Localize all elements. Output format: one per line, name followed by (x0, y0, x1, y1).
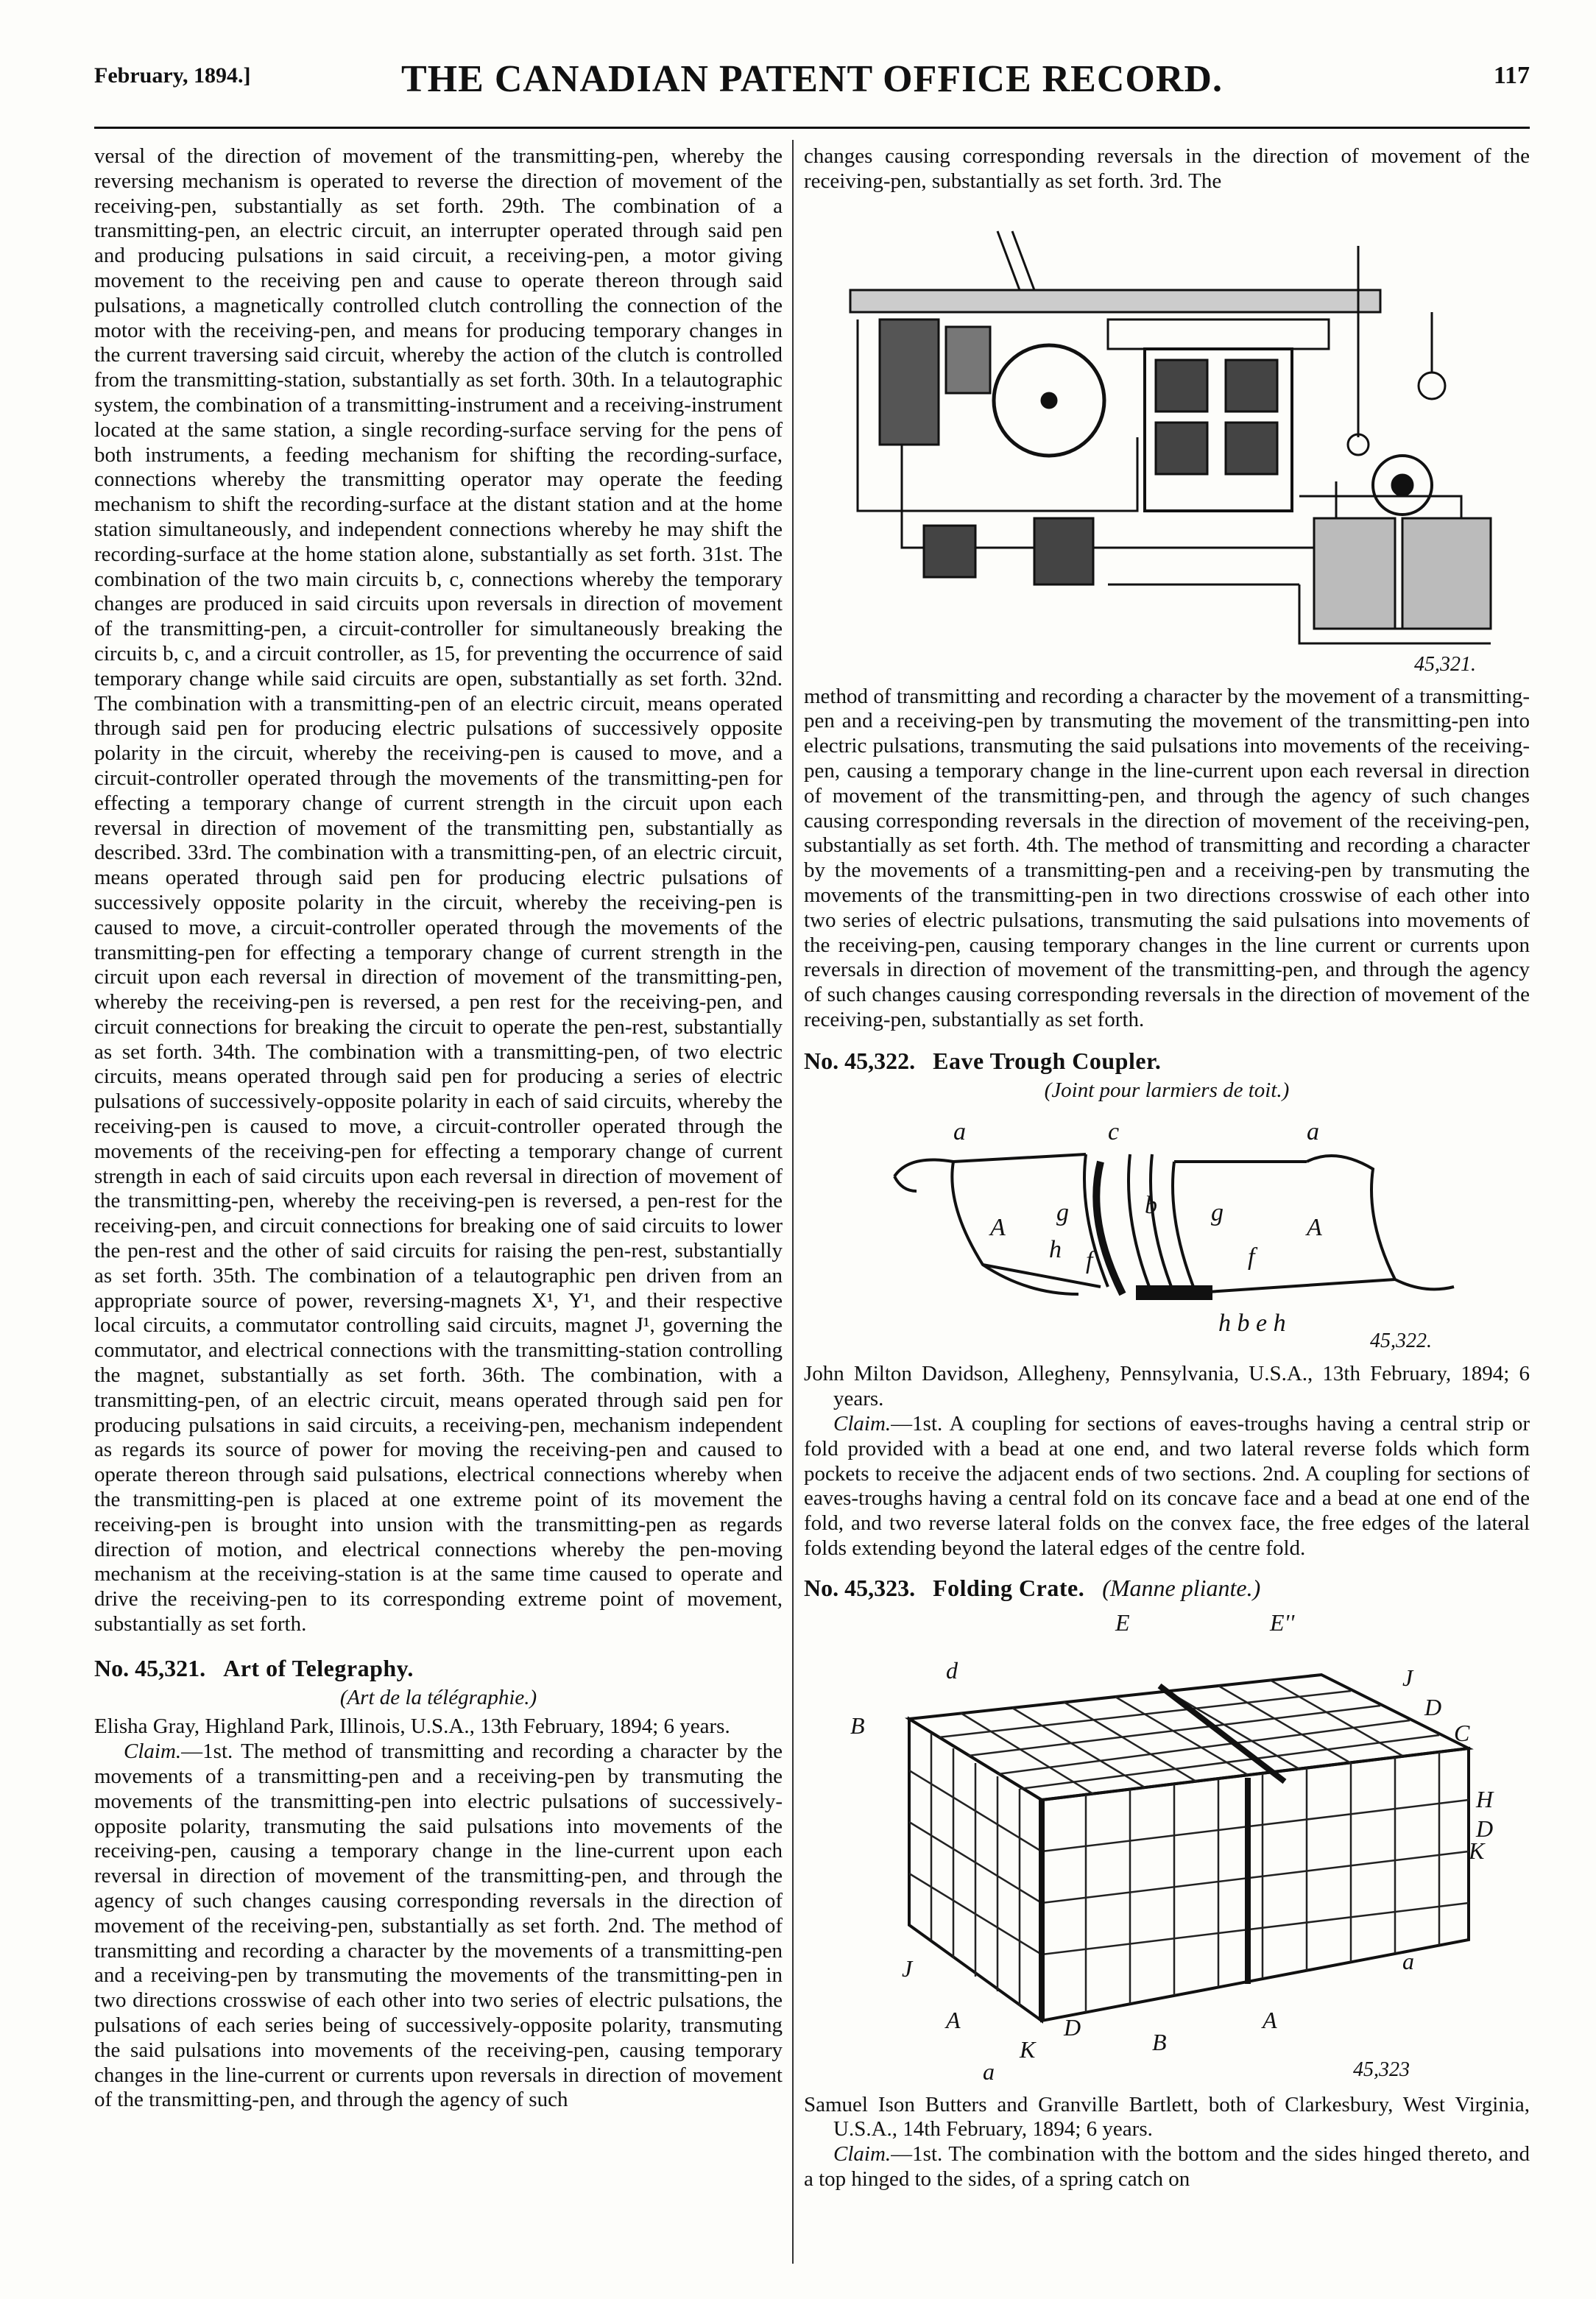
svg-text:f: f (1086, 1247, 1093, 1275)
page-header (94, 57, 1530, 124)
patent-45323-inventor: Samuel Ison Butters and Granville Bartlett, both of Clarkesbury, West Virginia, U.S.A., 14th February, 1894; 6 years. (804, 2092, 1530, 2141)
patent-45323-title: Folding Crate. (933, 1574, 1085, 1601)
patent-45322-title: Eave Trough Coupler. (933, 1047, 1162, 1074)
patent-45321-inventor: Elisha Gray, Highland Park, Illinois, U.S.A., 13th February, 1894; 6 years. (94, 1714, 730, 1739)
svg-text:h b e h: h b e h (1218, 1310, 1286, 1338)
svg-text:B: B (850, 1712, 865, 1739)
patent-45322-heading (804, 1049, 1530, 1074)
right-continuation-bottom: method of transmitting and recording a character by the movement of a transmitting-pen and a receiving-pen by transmuting the movement of the transmitting-pen into electric pulsations, transmuting the said pulsations into movements of the receiving-pen, causing a temporary change in the line-current upon each reversal in direction of movement of the transmitting-pen, and through the agency of such changes causing corresponding reversals in the direction of movement of the receiving-pen, substantially as set forth. 4th. The method of transmitting and recording a character by the movements of a transmitting-pen and a receiving-pen by transmuting the movements of the transmitting-pen in two directions crosswise of each other into two series of electric pulsations, transmuting the said pulsations into movements of the receiving-pen, causing temporary changes in the line current or currents upon reversals in direction of movement of the transmitting-pen, and through the agency of such changes causing corresponding reversals in the direction of movement of the receiving-pen, substantially as set forth. (804, 684, 1530, 1031)
figure-45322 (865, 1110, 1469, 1352)
svg-text:D: D (1424, 1693, 1442, 1720)
svg-text:A: A (946, 2006, 961, 2033)
figure-45323-label: 45,323 (1353, 2058, 1410, 2081)
right-continuation-top: changes causing corresponding reversals in the direction of movement of the receiving-pen, substantially as set forth. 3rd. The (804, 144, 1530, 193)
claim-label: Claim. (833, 1411, 891, 1435)
svg-text:f: f (1248, 1243, 1255, 1271)
svg-text:g: g (1056, 1199, 1069, 1227)
header-date: February, 1894.] (94, 63, 251, 88)
patent-45323-claims-text: —1st. The combination with the bottom and the sides hinged thereto, and a top hinged to the sides, of a spring catch on (804, 2142, 1530, 2191)
patent-45321-heading (94, 1656, 783, 1681)
patent-45322-inventor: John Milton Davidson, Allegheny, Pennsylvania, U.S.A., 13th February, 1894; 6 years. (804, 1362, 1530, 1411)
patent-45323-number: No. 45,323. (804, 1574, 916, 1601)
patent-45321-claims (94, 1740, 783, 2113)
svg-text:D: D (1476, 1815, 1494, 1842)
patent-45321-number: No. 45,321. (94, 1654, 206, 1681)
patent-45321-french: (Art de la télégraphie.) (339, 1685, 537, 1709)
svg-text:a: a (1402, 1947, 1414, 1974)
folding-crate-diagram (836, 1608, 1498, 2080)
claim-label: Claim. (124, 1740, 182, 1764)
patent-45322-claims (804, 1412, 1530, 1561)
figure-45322-label: 45,322. (1370, 1329, 1432, 1352)
figure-45321-label: 45,321. (1414, 652, 1476, 676)
svg-text:g: g (1211, 1199, 1224, 1227)
svg-text:H: H (1476, 1785, 1494, 1812)
header-title: THE CANADIAN PATENT OFFICE RECORD. (401, 58, 1223, 100)
svg-text:b: b (1145, 1192, 1157, 1220)
right-column (804, 144, 1530, 2192)
telautograph-diagram (828, 202, 1505, 673)
svg-text:a: a (983, 2058, 995, 2080)
figure-45321 (828, 202, 1505, 676)
svg-text:E: E (1115, 1608, 1130, 1636)
svg-text:c: c (1108, 1118, 1120, 1146)
svg-text:a: a (1307, 1118, 1319, 1146)
svg-text:C: C (1454, 1719, 1470, 1746)
svg-text:A: A (1263, 2006, 1277, 2033)
patent-45322-french: (Joint pour larmiers de toit.) (1044, 1078, 1290, 1102)
claim-label: Claim. (833, 2142, 891, 2166)
left-column (94, 144, 783, 2113)
svg-text:K: K (1469, 1837, 1485, 1864)
svg-text:B: B (1152, 2028, 1167, 2055)
patent-45321-title: Art of Telegraphy. (223, 1654, 414, 1681)
svg-text:A: A (990, 1214, 1006, 1242)
svg-text:J: J (902, 1954, 913, 1982)
page-number: 117 (1493, 62, 1530, 89)
left-continuation-text: versal of the direction of movement of the transmitting-pen, whereby the reversing mechanism is operated to reverse the direction of movement of the receiving-pen, substantially as set forth. 29th. The combination of a transmitting-pen, an electric circuit, an interrupter operated through said pen and producing pulsations in said circuit, a receiving-pen, a motor giving movement to the receiving pen and cause to operate thereon through said pulsations, a magnetically controlled clutch controlling the connection of the motor with the receiving-pen, and means for producing temporary changes in the current traversing said circuit, whereby the action of the clutch is controlled from the transmitting-station, substantially as set forth. 30th. In a telautographic system, the combination of a transmitting-instrument and a receiving-instrument located at the same station, a single recording-surface serving for the pens of both instruments, a feeding mechanism for shifting the recording-surface, connections whereby the transmitting operator may operate the feeding mechanism to shift the recording-surface at the distant station and at the home station simultaneously, and independent connections whereby he may shift the recording-surface at the home station alone, substantially as set forth. 31st. The combination of the two main circuits b, c, connections whereby the temporary changes are produced in said circuits upon reversals in direction of movement of the transmitting-pen, a circuit-controller for simultaneously breaking the circuits b, c, and a circuit controller, as 15, for preventing the occurrence of said temporary change while said circuits are open, substantially as set forth. 32nd. The combination with a transmitting-pen of an electric circuit, means operated through said pen for producing electric pulsations of successively opposite polarity in the circuit, whereby the receiving-pen is caused to move, and a circuit-controller operated through the movements of the transmitting-pen for effecting a temporary change of current strength in the circuit upon each reversal in direction of movement of the transmitting pen, substantially as described. 33rd. The combination with a transmitting-pen, of an electric circuit, means operated through said pen for producing electric pulsations of successively opposite polarity in the circuit, whereby the receiving-pen is caused to move, a circuit-controller operated through the movements of the transmitting-pen for effecting a temporary change of current strength in the circuit upon each reversal in direction of movement of the transmitting-pen, whereby the receiving-pen is reversed, a pen rest for the receiving-pen, and circuit connections for breaking the circuit to operate the pen-rest, substantially as set forth. 34th. The combination with a transmitting-pen, of two electric circuits, means operated through said pen for producing a series of electric pulsations of successively-opposite polarity in each of said circuits, whereby the receiving-pen is caused to move, a circuit-controller operated through the movements of the receiving-pen for effecting a temporary change of current strength in each of said circuits upon each reversal in direction of movement of the transmitting-pen, whereby the receiving-pen is reversed, a pen-rest for the receiving-pen, and circuit connections for breaking one of said circuits to lower the pen-rest and the other of said circuits for raising the pen-rest, substantially as set forth. 35th. The combination of a telautographic pen driven from an appropriate source of power, reversing-magnets X¹, Y¹, and their respective local circuits, a commutator controlling said circuits, magnet J¹, governing the commutator, and electrical connections with the transmitting-station controlling the magnet, substantially as set forth. 36th. The combination, with a transmitting-pen, of an electric circuit, means operated through said pen for producing pulsations in said circuits, a receiving-pen, mechanism independent as regards its source of power for moving the receiving-pen and caused to operate thereon through said pulsations, electrical connections whereby when the transmitting-pen is placed at one extreme point of its movement the receiving-pen is brought into unsion with the transmitting-pen as regards direction of motion, and electrical connections whereby the pen-moving mechanism at the receiving-station is at the same time caused to operate and drive the receiving-pen to its corresponding extreme point of movement, substantially as set forth. (94, 144, 783, 1636)
patent-45323-claims (804, 2142, 1530, 2192)
svg-text:A: A (1307, 1214, 1322, 1242)
patent-45323-heading (804, 1576, 1530, 1601)
svg-text:D: D (1064, 2013, 1081, 2041)
header-rule (94, 127, 1530, 129)
patent-45323-french: (Manne pliante.) (1102, 1574, 1261, 1601)
patent-45322-number: No. 45,322. (804, 1047, 916, 1074)
svg-text:K: K (1020, 2035, 1036, 2063)
figure-45323 (836, 1608, 1498, 2080)
svg-text:a: a (953, 1118, 966, 1146)
svg-text:d: d (946, 1656, 958, 1684)
svg-text:J: J (1402, 1664, 1413, 1691)
patent-45321-claims-text: —1st. The method of transmitting and recording a character by the movements of a transmitting-pen and a receiving-pen by transmuting the movements of the transmitting-pen into electric pulsations of successively-opposite polarity, transmuting the said pulsations into movements of the receiving-pen, causing a temporary change in the line-current upon each reversal in direction of movement of the transmitting-pen, and through the agency of such changes causing corresponding reversals in the direction of movement of the receiving-pen, substantially as set forth. 2nd. The method of transmitting and recording a character by the movements of a transmitting-pen and a receiving-pen by transmuting the movements of the transmitting-pen in two directions crosswise of each other into two series of electric pulsations, the pulsations of each series being of successively-opposite polarity, transmuting the said pulsations into movements of the receiving-pen, causing temporary changes in the line-current or currents upon reversals in direction of movement of the transmitting-pen, and through the agency of such (94, 1740, 783, 2112)
svg-text:h: h (1049, 1236, 1062, 1264)
svg-text:E'': E'' (1270, 1608, 1295, 1636)
eave-trough-diagram (865, 1110, 1469, 1346)
patent-45322-claims-text: —1st. A coupling for sections of eaves-troughs having a central strip or fold provided with a bead at one end, and two lateral reverse folds which form pockets to receive the adjacent ends of two sections. 2nd. A coupling for sections of eaves-troughs having a central fold on its concave face and a bead at one end of the fold, and two reverse lateral folds on the convex face, the free edges of the lateral folds extending beyond the lateral edges of the centre fold. (804, 1411, 1530, 1560)
column-divider (792, 140, 794, 2264)
